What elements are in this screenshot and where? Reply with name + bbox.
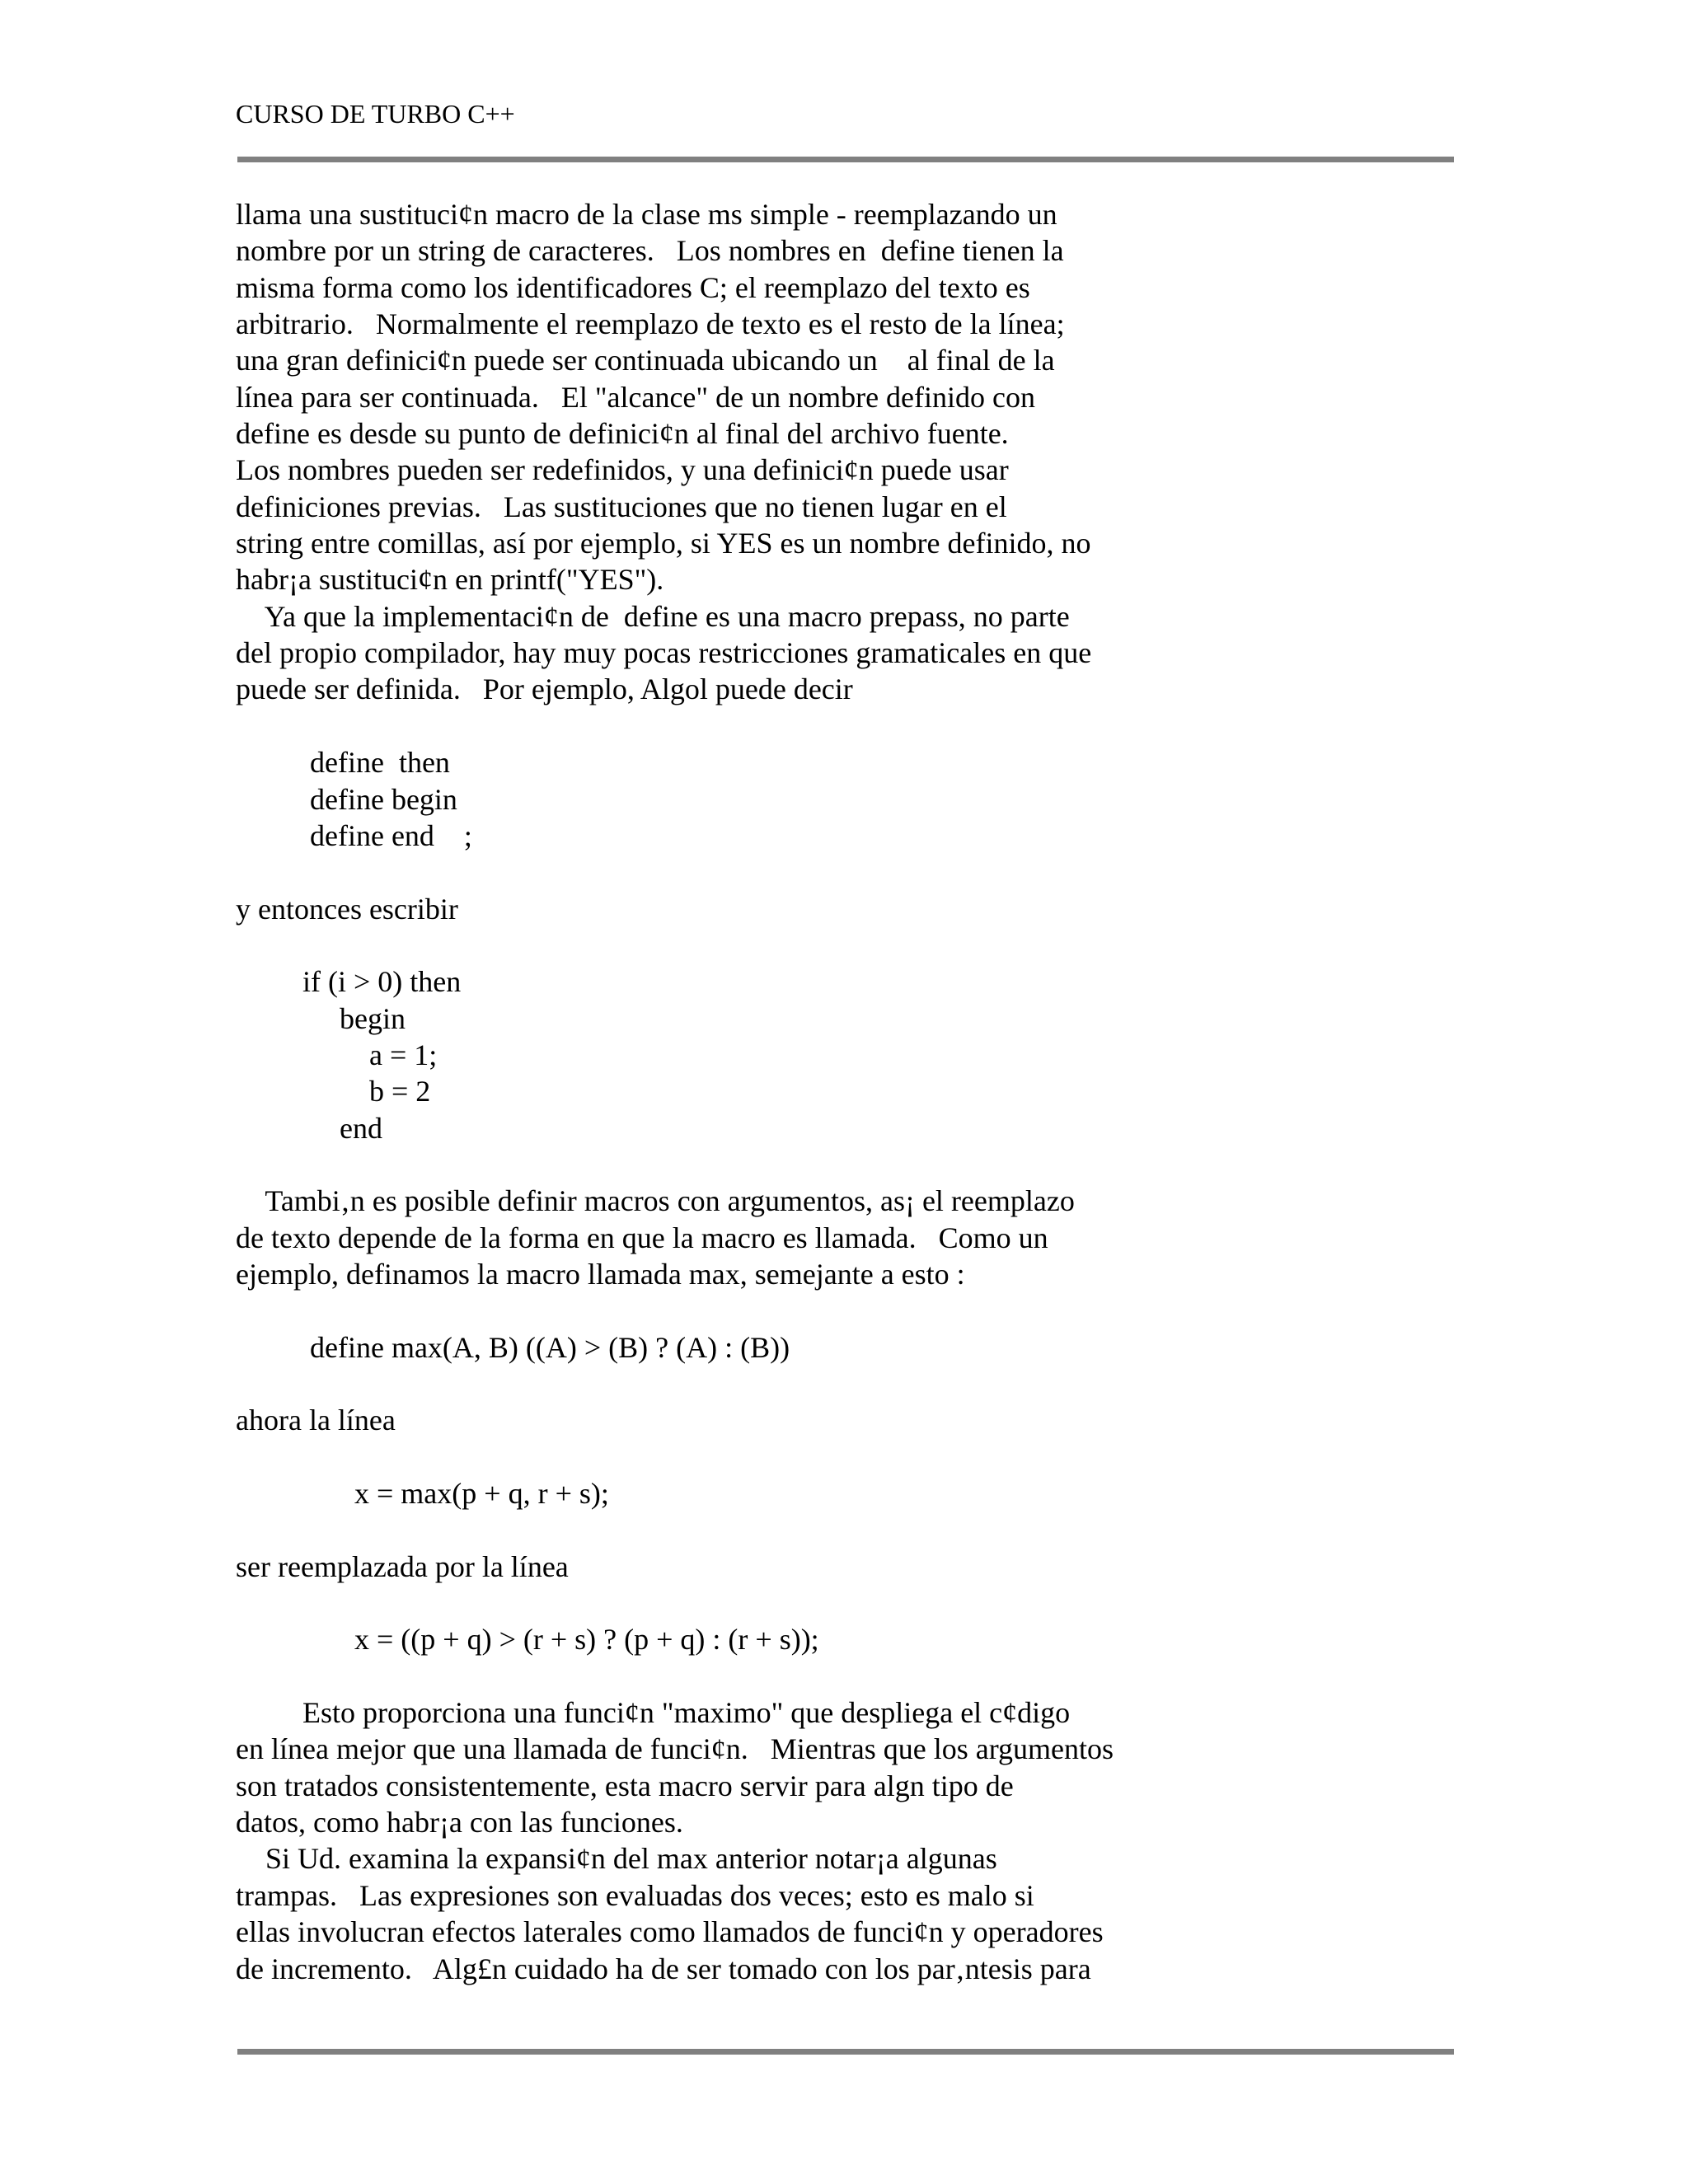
code-line: define then — [236, 746, 450, 780]
text-line: son tratados consistentemente, esta macro servir para algn tipo de — [236, 1769, 1014, 1802]
text-line: trampas. Las expresiones son evaluadas dos veces; esto es malo si — [236, 1878, 1034, 1912]
code-line: b = 2 — [236, 1075, 431, 1108]
code-line: x = max(p + q, r + s); — [236, 1477, 609, 1511]
code-line: x = ((p + q) > (r + s) ? (p + q) : (r + s)); — [236, 1623, 819, 1657]
text-line: ellas involucran efectos laterales como llamados de funci¢n y operadores — [236, 1915, 1104, 1949]
text-line: del propio compilador, hay muy pocas restricciones gramaticales en que — [236, 636, 1092, 670]
text-line: datos, como habr¡a con las funciones. — [236, 1806, 683, 1840]
text-line — [236, 854, 1114, 890]
text-line — [236, 1366, 1114, 1402]
code-line: a = 1; — [236, 1038, 438, 1071]
header-divider — [237, 157, 1454, 162]
text-line: define es desde su punto de definici¢n al final del archivo fuente. — [236, 417, 1009, 451]
text-line: Los nombres pueden ser redefinidos, y una definici¢n puede usar — [236, 453, 1009, 487]
text-line: Ya que la implementaci¢n de define es una macro prepass, no parte — [236, 599, 1070, 633]
text-line: llama una sustituci¢n macro de la clase ms simple - reemplazando un — [236, 198, 1057, 231]
text-line: línea para ser continuada. El "alcance" de un nombre definido con — [236, 380, 1035, 414]
page-header: CURSO DE TURBO C++ — [236, 99, 515, 129]
text-line — [236, 1439, 1114, 1475]
code-line: if (i > 0) then — [236, 965, 462, 999]
code-line: define max(A, B) ((A) > (B) ? (A) : (B)) — [236, 1330, 790, 1364]
text-line: string entre comillas, así por ejemplo, si YES es un nombre definido, no — [236, 527, 1091, 560]
text-line: una gran definici¢n puede ser continuada ubicando un al final de la — [236, 344, 1055, 377]
text-line: ser reemplazada por la línea — [236, 1549, 569, 1583]
text-line — [236, 1511, 1114, 1548]
text-line: de incremento. Alg£n cuidado ha de ser tomado con los par‚ntesis para — [236, 1952, 1091, 1985]
text-line: Esto proporciona una funci¢n "maximo" que despliega el c¢digo — [236, 1696, 1071, 1730]
text-line: misma forma como los identificadores C; el reemplazo del texto es — [236, 270, 1030, 304]
text-line: Si Ud. examina la expansi¢n del max anterior notar¡a algunas — [236, 1842, 997, 1876]
text-line — [236, 1585, 1114, 1621]
text-line — [236, 927, 1114, 963]
text-line — [236, 1292, 1114, 1329]
text-line: puede ser definida. Por ejemplo, Algol puede decir — [236, 673, 853, 706]
code-line: begin — [236, 1001, 406, 1035]
text-line: y entonces escribir — [236, 892, 458, 926]
text-line: Tambi‚n es posible definir macros con argumentos, as¡ el reemplazo — [236, 1184, 1075, 1218]
text-line: ejemplo, definamos la macro llamada max, semejante a esto : — [236, 1257, 965, 1291]
text-line — [236, 1146, 1114, 1183]
text-line — [236, 708, 1114, 744]
text-line: arbitrario. Normalmente el reemplazo de texto es el resto de la línea; — [236, 307, 1065, 341]
text-line: en línea mejor que una llamada de funci¢n. Mientras que los argumentos — [236, 1732, 1114, 1766]
code-line: define end ; — [236, 818, 472, 852]
text-line: ahora la línea — [236, 1404, 396, 1437]
text-line: de texto depende de la forma en que la macro es llamada. Como un — [236, 1221, 1048, 1254]
code-line: define begin — [236, 782, 457, 816]
text-line: nombre por un string de caracteres. Los nombres en define tienen la — [236, 234, 1064, 268]
text-line: habr¡a sustituci¢n en printf("YES"). — [236, 563, 664, 597]
text-line: definiciones previas. Las sustituciones que no tienen lugar en el — [236, 490, 1007, 523]
footer-divider — [237, 2049, 1454, 2055]
document-body — [236, 196, 1114, 1987]
text-line — [236, 1658, 1114, 1694]
code-line: end — [236, 1111, 382, 1145]
